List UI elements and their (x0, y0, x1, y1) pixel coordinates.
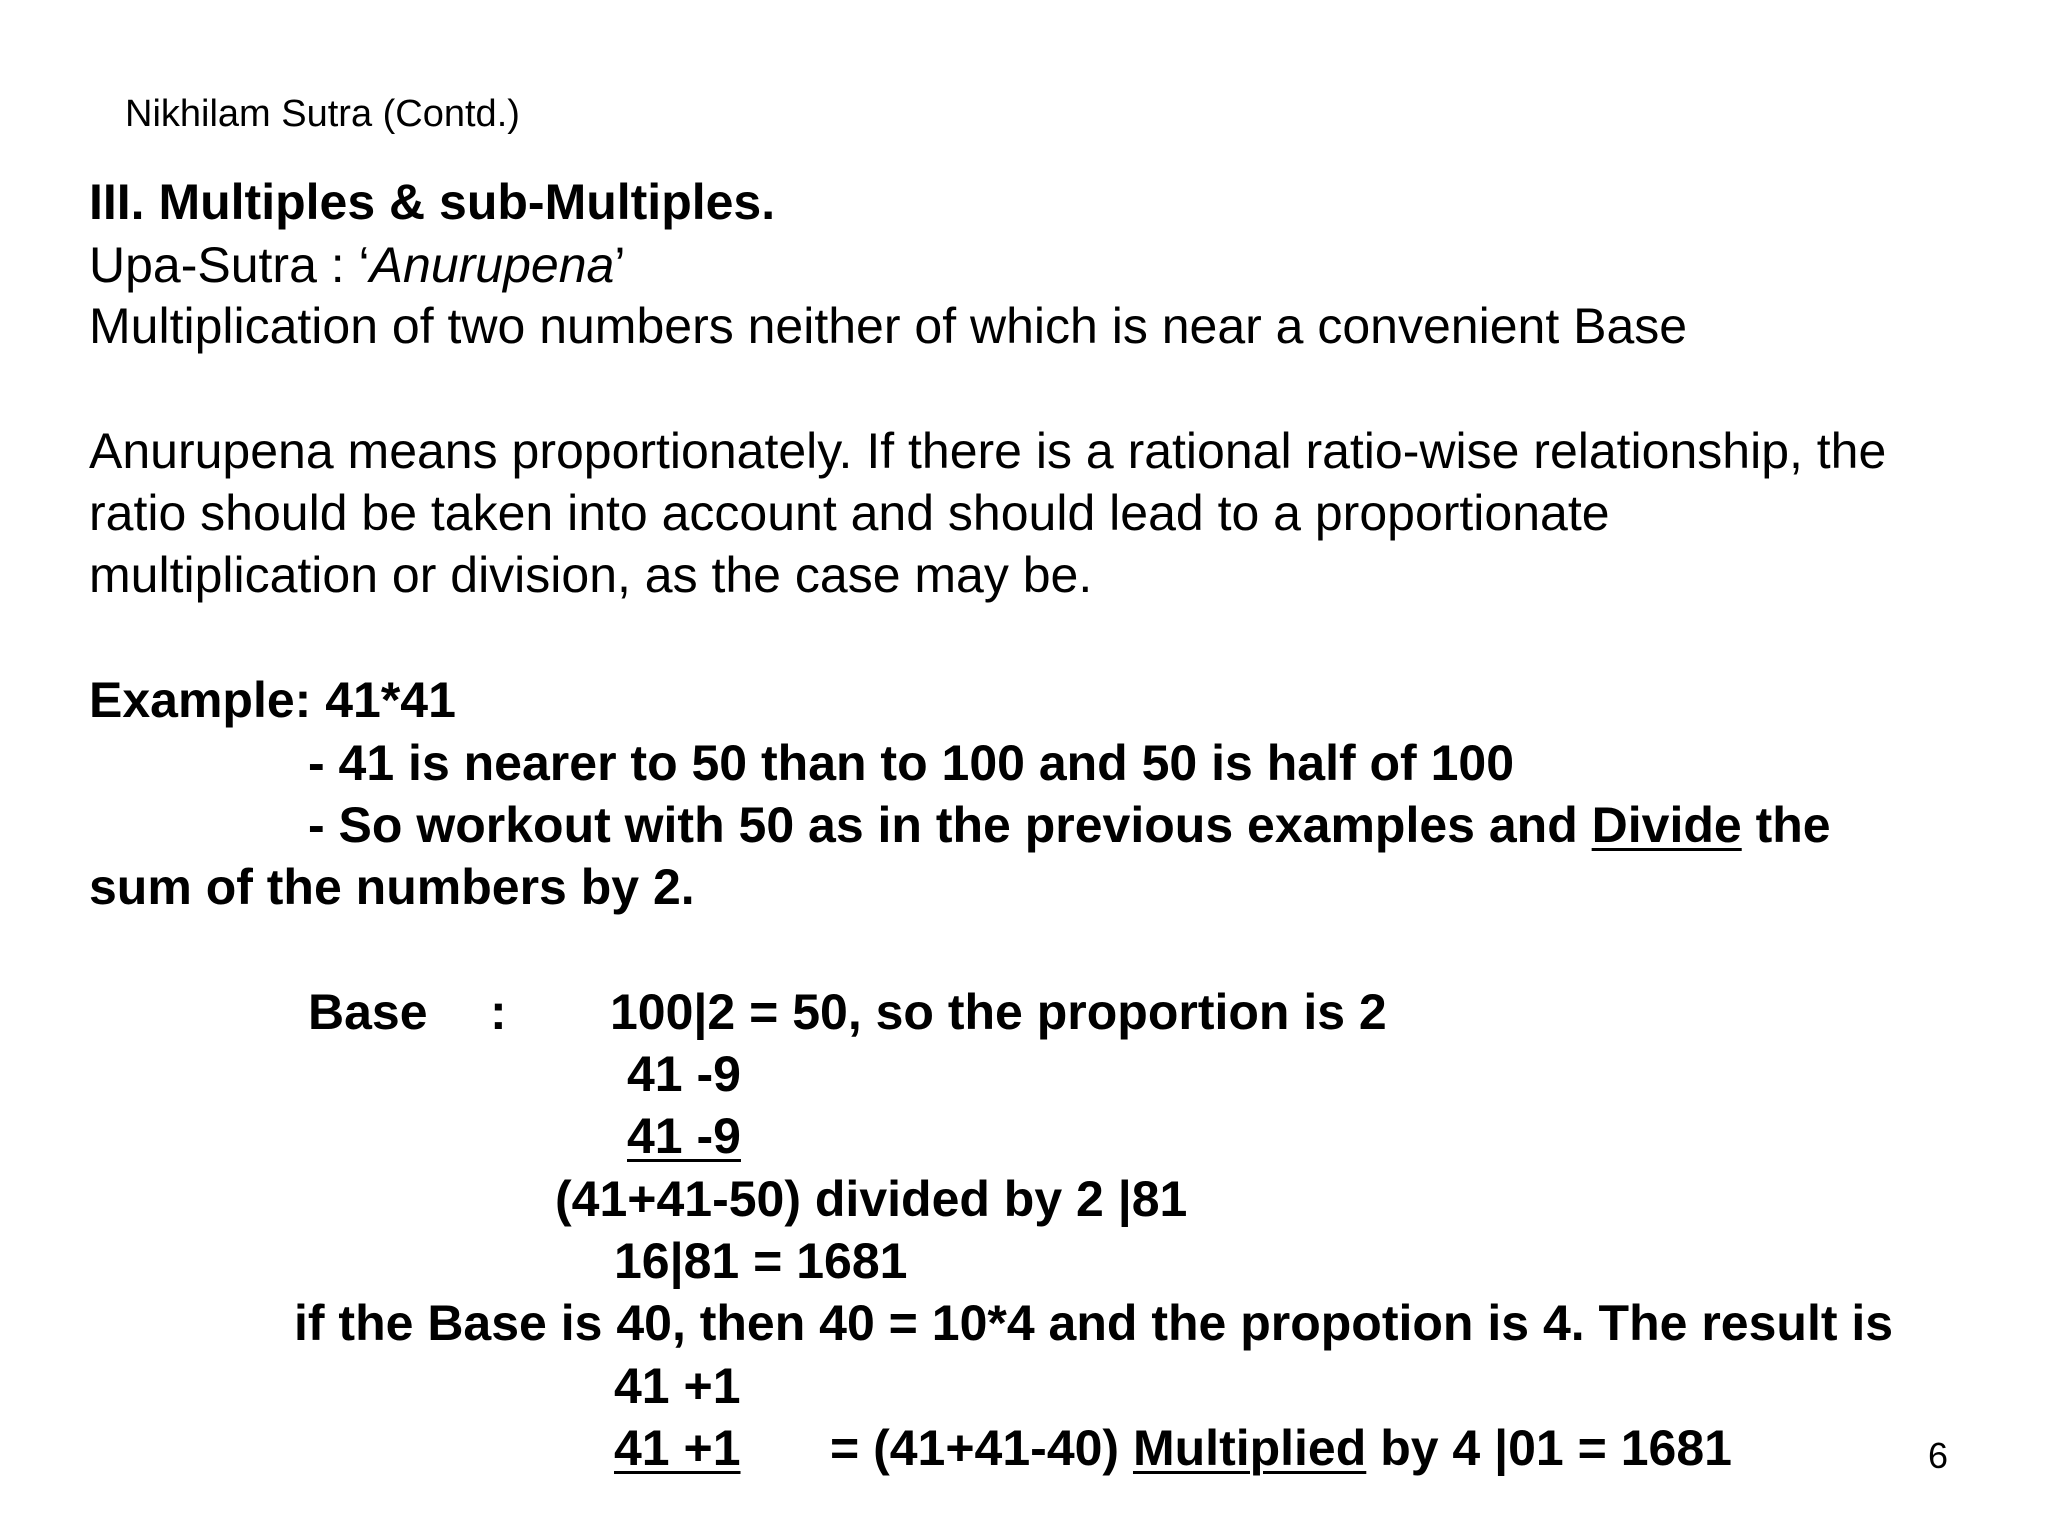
base-colon: : (490, 984, 507, 1040)
upa-sutra-suffix: ’ (614, 237, 626, 293)
multiplied-emphasis: Multiplied (1132, 1420, 1367, 1476)
work-row: 16|81 = 1681 (614, 1233, 908, 1289)
description-line: Anurupena means proportionately. If there is a rational ratio-wise relationship, the (89, 423, 1887, 479)
example-bullet: - 41 is nearer to 50 than to 100 and 50 is half of 100 (308, 735, 1515, 791)
example-bullet-continuation: sum of the numbers by 2. (89, 859, 695, 915)
base-label: Base (308, 984, 428, 1040)
base-value: 100|2 = 50, so the proportion is 2 (610, 984, 1387, 1040)
example-bullet (308, 797, 1831, 853)
description-line: multiplication or division, as the case may be. (89, 547, 1093, 603)
slide-header: Nikhilam Sutra (Contd.) (125, 93, 520, 135)
upa-sutra-prefix: Upa-Sutra : ‘ (89, 237, 370, 293)
section-title: III. Multiples & sub-Multiples. (89, 174, 776, 230)
work-row: (41+41-50) divided by 2 |81 (555, 1171, 1188, 1227)
divide-emphasis: Divide (1591, 797, 1742, 853)
upa-sutra-name: Anurupena (369, 237, 615, 293)
bullet-text: the (1741, 797, 1831, 853)
work-row-underlined: 41 +1 (614, 1420, 741, 1476)
example-title: Example: 41*41 (89, 672, 456, 728)
page-number: 6 (1928, 1435, 1949, 1476)
alternate-base-line: if the Base is 40, then 40 = 10*4 and the propotion is 4. The result is (294, 1295, 1894, 1351)
equation-text: = (41+41-40) (830, 1420, 1133, 1476)
description-line: ratio should be taken into account and should lead to a proportionate (89, 485, 1610, 541)
work-row-underlined: 41 -9 (627, 1108, 741, 1164)
result-equation (830, 1420, 1732, 1476)
equation-text: by 4 |01 = 1681 (1366, 1420, 1732, 1476)
bullet-text: - So workout with 50 as in the previous examples and (308, 797, 1592, 853)
work-row: 41 -9 (627, 1046, 741, 1102)
intro-line: Multiplication of two numbers neither of which is near a convenient Base (89, 298, 1688, 354)
upa-sutra-line (89, 237, 626, 293)
work-row: 41 +1 (614, 1358, 741, 1414)
